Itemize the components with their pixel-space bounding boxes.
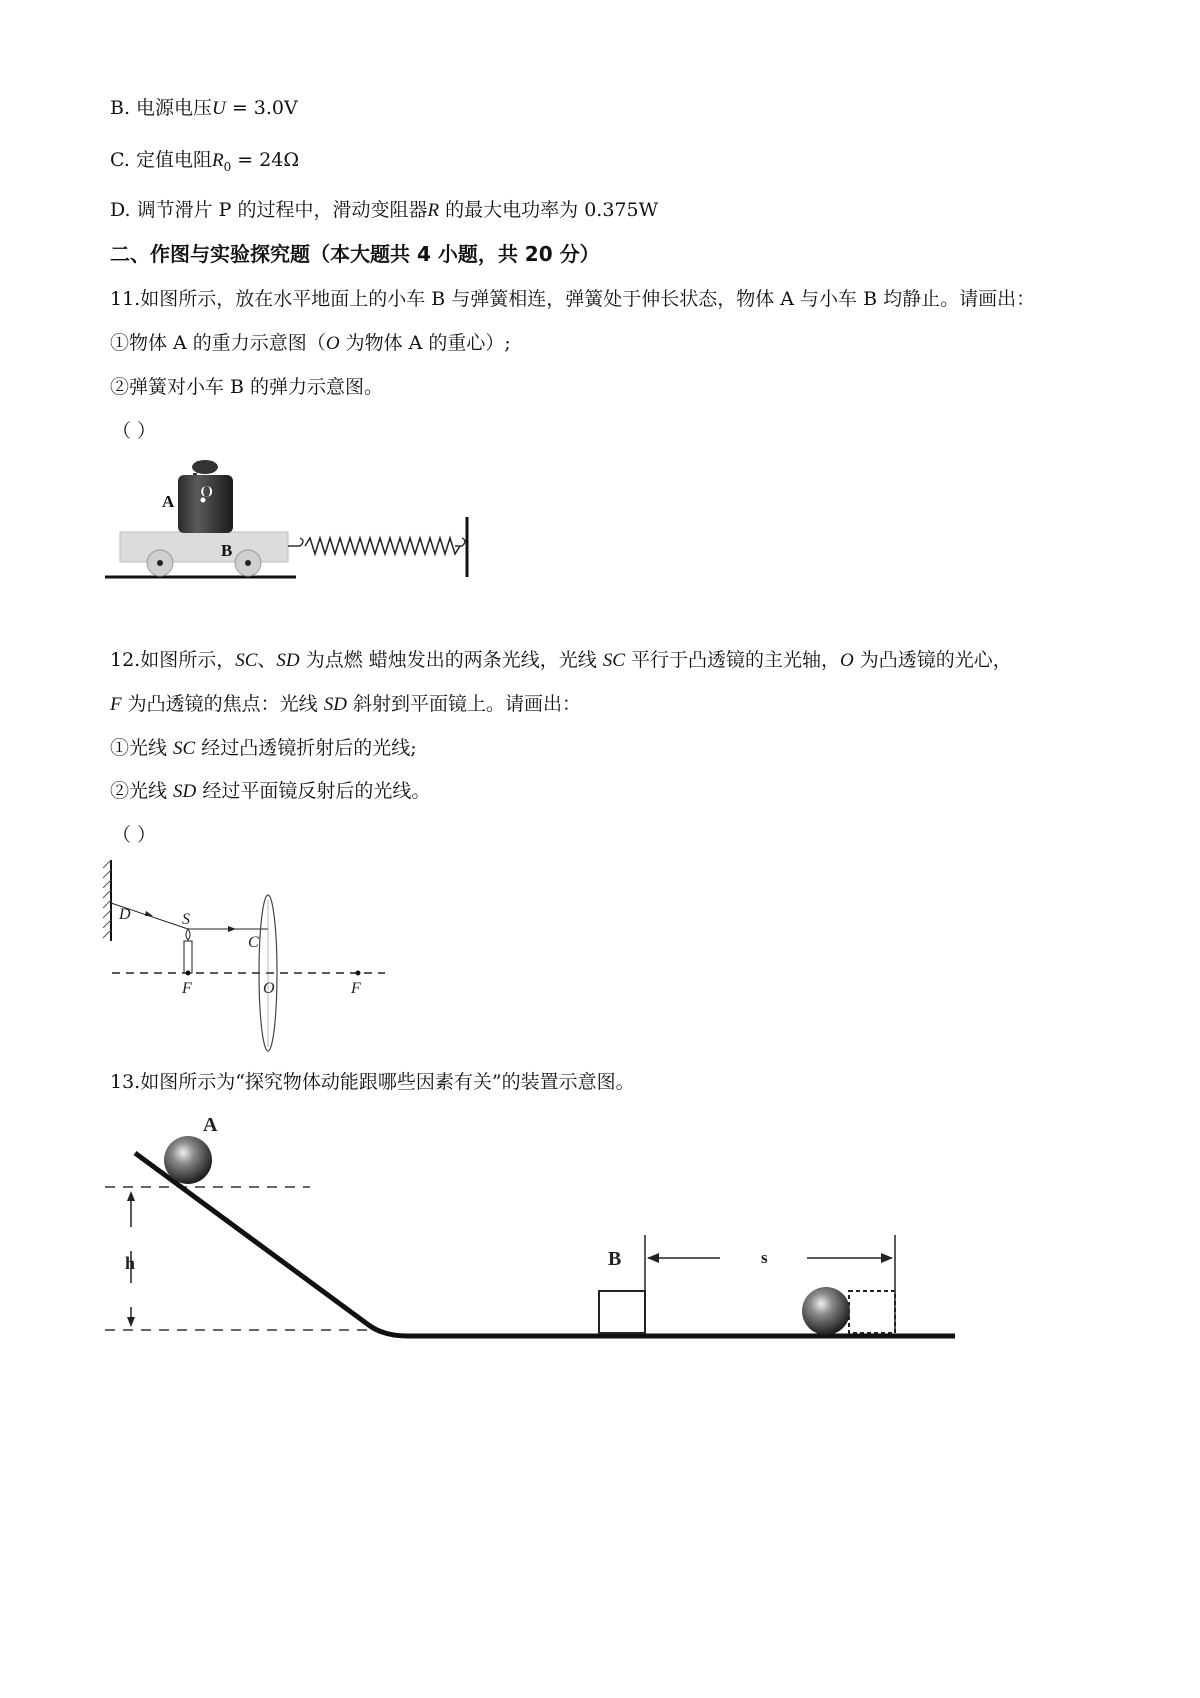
q12-line-1-a: 12.如图所示， — [110, 649, 236, 671]
q11-item-1 — [110, 330, 511, 357]
q12-line-2 — [110, 691, 581, 718]
option-c-prefix: C. 定值电阻 — [110, 149, 212, 171]
candle-flame — [186, 929, 190, 940]
q12-line-1-c: 为点燃 蜡烛发出的两条光线，光线 — [299, 649, 603, 671]
option-c-var: R — [211, 150, 224, 171]
label-c: C — [248, 934, 259, 951]
option-c-rest: = 24Ω — [231, 149, 300, 171]
q12-line-2-f: F — [110, 694, 122, 715]
q12-item-2-var: SD — [173, 781, 197, 802]
q12-line-1-d: 平行于凸透镜的主光轴， — [624, 649, 841, 671]
label-o: O — [200, 482, 214, 501]
q11-answer-blank: （ ） — [112, 420, 157, 442]
spring-hook-left — [288, 538, 303, 546]
label-o: O — [263, 980, 275, 997]
q12-line-2-sd: SD — [323, 694, 347, 715]
spring-coils — [305, 538, 460, 554]
spring-hook-right — [455, 538, 465, 546]
q12-item-1-b: 经过凸透镜折射后的光线; — [195, 737, 417, 759]
option-d — [110, 197, 658, 224]
q12-item-1 — [110, 735, 417, 762]
option-d-rest: 的最大电功率为 0.375W — [439, 199, 659, 221]
label-f-left: F — [182, 980, 192, 997]
cart-axle-left — [157, 560, 163, 566]
option-d-prefix: D. 调节滑片 P 的过程中，滑动变阻器 — [110, 199, 428, 221]
q11-item-1-b: 为物体 A 的重心）; — [339, 332, 511, 354]
ray-sd-arrow — [145, 911, 153, 916]
label-a: A — [203, 1114, 218, 1136]
label-a: A — [162, 492, 175, 511]
q11-item-2: ②弹簧对小车 B 的弹力示意图。 — [110, 376, 384, 398]
cart-body — [120, 532, 288, 562]
label-d: D — [119, 906, 131, 923]
option-b-rest: = 3.0V — [225, 97, 298, 119]
label-s: s — [761, 1248, 768, 1267]
option-d-var: R — [427, 200, 440, 221]
q12-answer-blank: （ ） — [112, 824, 157, 846]
label-h: h — [125, 1253, 136, 1273]
q12-line-1 — [110, 647, 1012, 674]
label-f-right: F — [351, 980, 361, 997]
block-b-moved — [849, 1291, 895, 1333]
q12-item-1-a: ①光线 — [110, 737, 174, 759]
q12-item-2-a: ②光线 — [110, 780, 174, 802]
q12-figure — [100, 855, 420, 1055]
q12-item-1-var: SC — [173, 738, 196, 759]
focal-point-right — [356, 971, 361, 976]
option-b-prefix: B. 电源电压 — [110, 97, 213, 119]
ray-sc-arrow — [228, 926, 236, 932]
block-b — [599, 1291, 645, 1333]
q12-line-1-sc: SC — [235, 650, 258, 671]
label-b: B — [221, 541, 233, 560]
q13-figure — [95, 1105, 1065, 1365]
q12-line-1-sc2: SC — [602, 650, 625, 671]
option-c-sub: 0 — [223, 159, 232, 174]
q11-figure — [100, 445, 480, 595]
q13-stem: 13.如图所示为“探究物体动能跟哪些因素有关”的装置示意图。 — [110, 1071, 635, 1093]
cart-axle-right — [245, 560, 251, 566]
height-arrow-top — [127, 1191, 135, 1201]
label-s: S — [182, 911, 190, 928]
option-c — [110, 147, 299, 180]
section-heading: 二、作图与实验探究题（本大题共 4 小题，共 20 分） — [110, 242, 600, 266]
distance-arrow-left-head — [647, 1253, 659, 1263]
q12-item-2-b: 经过平面镜反射后的光线。 — [196, 780, 431, 802]
distance-arrow-right-head — [881, 1253, 893, 1263]
q11-item-1-a: ①物体 A 的重力示意图（ — [110, 332, 326, 354]
ball-at-rest — [802, 1287, 850, 1335]
q12-line-2-a: 为凸透镜的焦点：光线 — [121, 693, 324, 715]
height-arrow-bottom — [127, 1317, 135, 1327]
option-b — [110, 95, 298, 122]
q12-line-1-o: O — [840, 650, 854, 671]
mirror-hatching — [103, 860, 111, 938]
q11-item-1-var: O — [325, 333, 340, 354]
q12-line-1-sd: SD — [276, 650, 300, 671]
q12-line-1-e: 为凸透镜的光心， — [853, 649, 1012, 671]
q12-line-2-b: 斜射到平面镜上。请画出： — [346, 693, 581, 715]
q11-stem: 11.如图所示，放在水平地面上的小车 B 与弹簧相连，弹簧处于伸长状态，物体 A 与小车 B 均静止。请画出： — [110, 288, 1036, 310]
weight-knob-base — [197, 461, 213, 473]
label-b: B — [608, 1248, 622, 1270]
focal-point-left — [186, 971, 191, 976]
q12-line-1-b: 、 — [257, 649, 277, 671]
option-b-var: U — [212, 98, 226, 119]
ball-a — [164, 1136, 212, 1184]
q12-item-2 — [110, 778, 430, 805]
candle-body — [184, 941, 192, 973]
